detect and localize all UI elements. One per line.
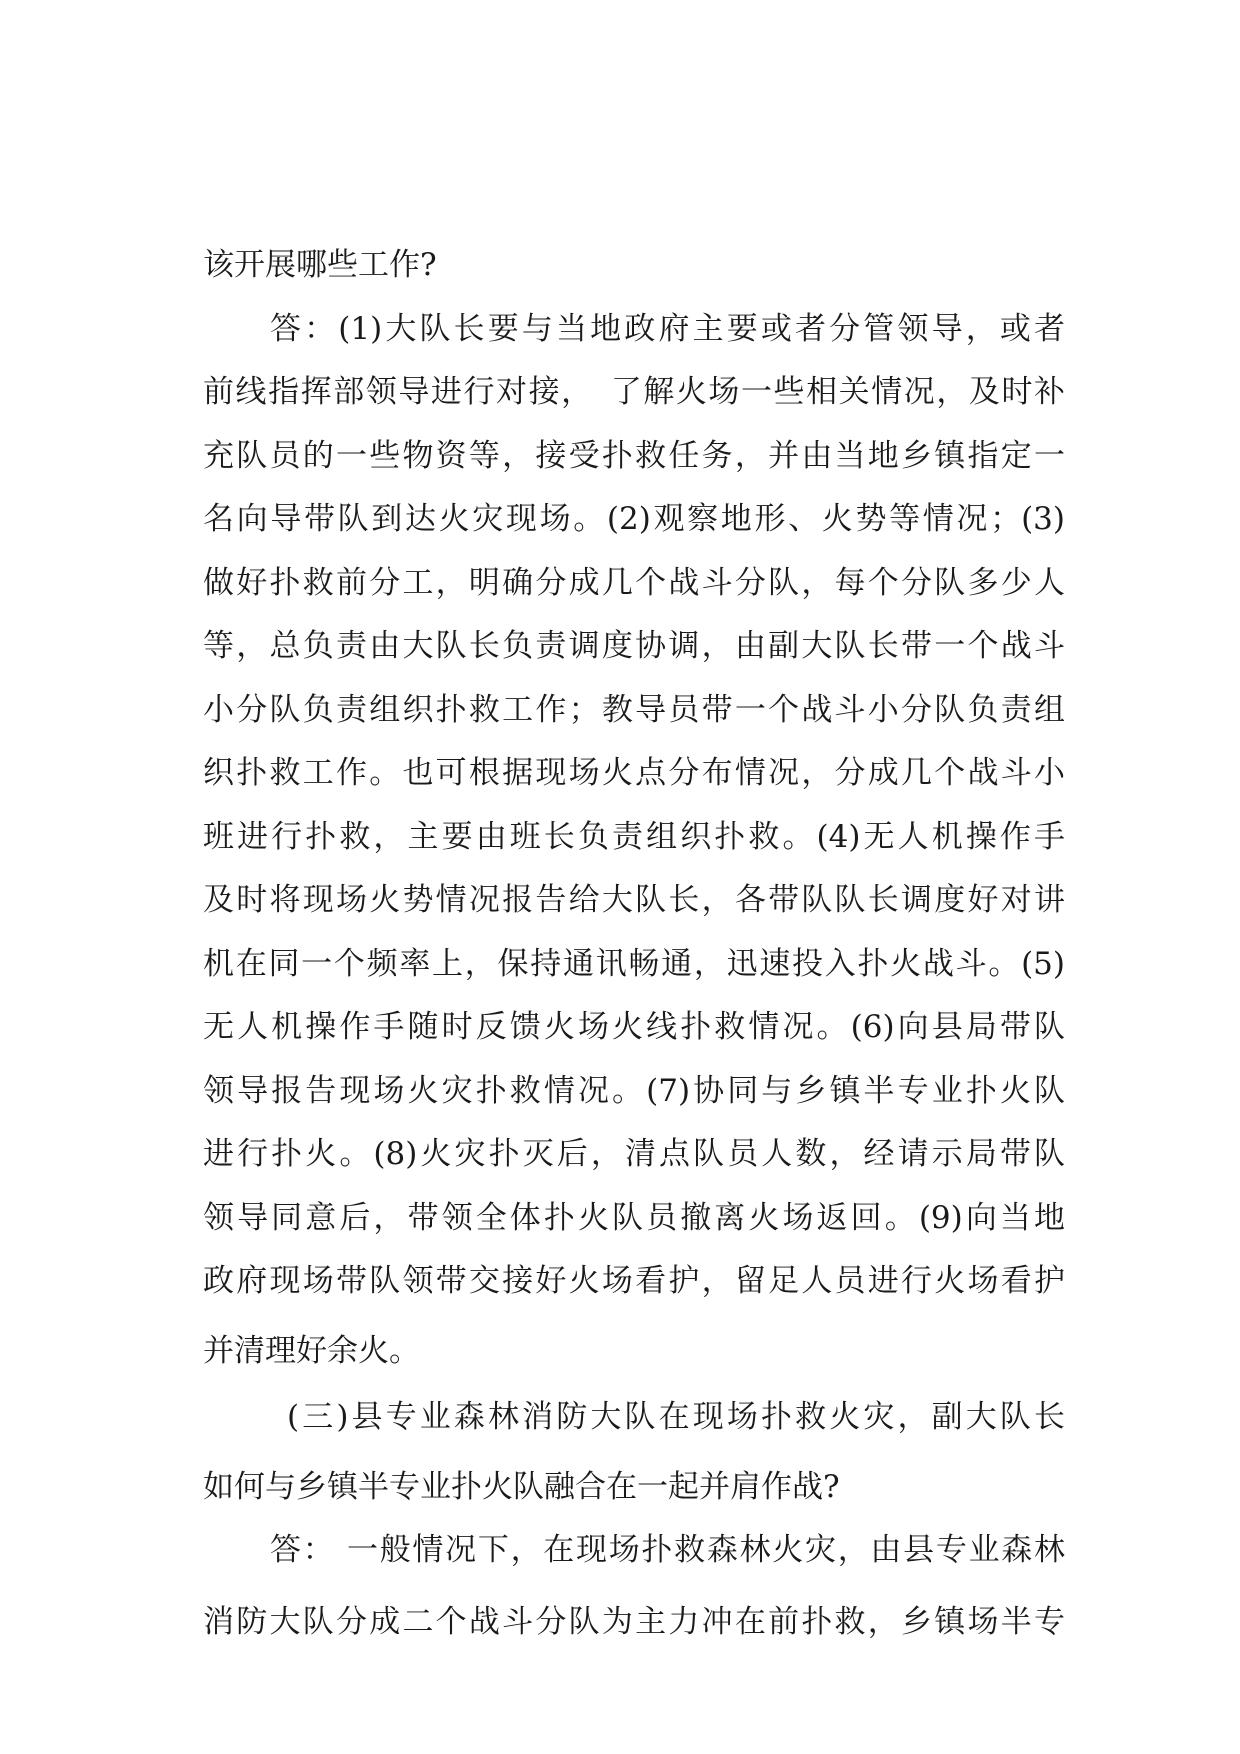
text-line: 做好扑救前分工，明确分成几个战斗分队，每个分队多少人 <box>203 565 1065 601</box>
text-line: 领导同意后，带领全体扑火队员撤离火场返回。(9)向当地 <box>203 1200 1065 1236</box>
text-line: 无人机操作手随时反馈火场火线扑救情况。(6)向县局带队 <box>203 1009 1065 1045</box>
text-line: 名向导带队到达火灾现场。(2)观察地形、火势等情况；(3) <box>203 501 1065 537</box>
section-heading: (三)县专业森林消防大队在现场扑救火灾，副大队长 <box>287 1399 1065 1435</box>
text-line: 消防大队分成二个战斗分队为主力冲在前扑救，乡镇场半专 <box>203 1604 1065 1640</box>
text-line: 进行扑火。(8)火灾扑灭后，清点队员人数，经请示局带队 <box>203 1136 1065 1172</box>
text-line: 答： 一般情况下，在现场扑救森林火灾，由县专业森林 <box>270 1532 1065 1568</box>
text-line: 政府现场带队领带交接好火场看护，留足人员进行火场看护 <box>203 1263 1065 1299</box>
text-line: 该开展哪些工作? <box>203 247 437 283</box>
text-line: 织扑救工作。也可根据现场火点分布情况，分成几个战斗小 <box>203 755 1065 791</box>
section-heading: 如何与乡镇半专业扑火队融合在一起并肩作战? <box>203 1469 840 1505</box>
text-line: 及时将现场火势情况报告给大队长，各带队队长调度好对讲 <box>203 882 1065 918</box>
text-line: 等，总负责由大队长负责调度协调，由副大队长带一个战斗 <box>203 628 1065 664</box>
text-line: 机在同一个频率上，保持通讯畅通，迅速投入扑火战斗。(5) <box>203 946 1065 982</box>
text-line: 班进行扑救，主要由班长负责组织扑救。(4)无人机操作手 <box>203 819 1065 855</box>
text-line: 充队员的一些物资等，接受扑救任务，并由当地乡镇指定一 <box>203 438 1065 474</box>
text-line: 并清理好余火。 <box>203 1333 420 1369</box>
text-line: 领导报告现场火灾扑救情况。(7)协同与乡镇半专业扑火队 <box>203 1073 1065 1109</box>
text-line: 小分队负责组织扑救工作；教导员带一个战斗小分队负责组 <box>203 692 1065 728</box>
text-line: 答：(1)大队长要与当地政府主要或者分管领导，或者 <box>270 311 1065 347</box>
text-line: 前线指挥部领导进行对接， 了解火场一些相关情况，及时补 <box>203 374 1065 410</box>
